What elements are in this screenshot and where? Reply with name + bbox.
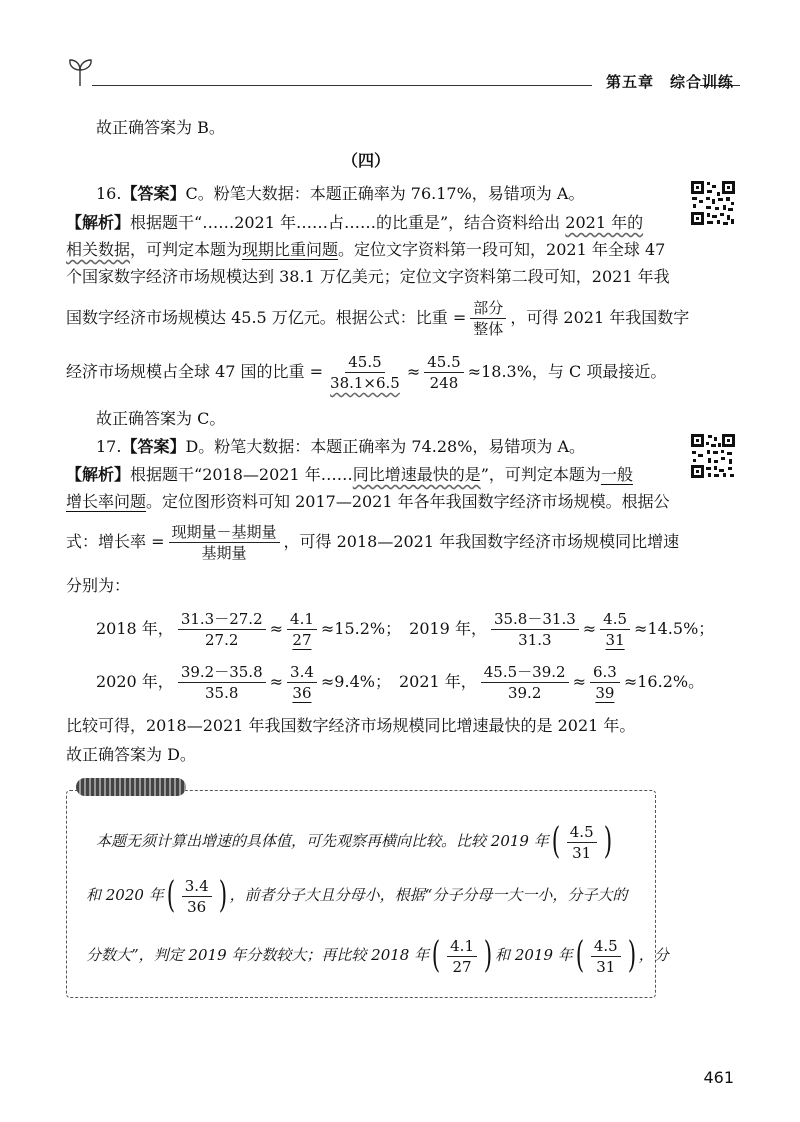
q16-answer-line bbox=[96, 183, 584, 205]
intro-answer: 故正确答案为 B。 bbox=[96, 118, 225, 137]
q17-formula-numerator: 现期量－基期量 bbox=[169, 523, 280, 543]
q16-line4-text1: 国数字经济市场规模达 45.5 万亿元。根据公式：比重 = bbox=[66, 308, 467, 327]
calc-result: ≈16.2%。 bbox=[623, 672, 705, 691]
calc-result: ≈9.4%； bbox=[320, 672, 391, 691]
tip-label-badge bbox=[76, 778, 186, 796]
q17-analysis-line1 bbox=[66, 464, 633, 486]
q16-analysis-line1 bbox=[66, 212, 643, 234]
sprout-icon bbox=[66, 56, 96, 88]
tip-denominator: 27 bbox=[452, 957, 472, 976]
calc-denominator: 35.8 bbox=[205, 684, 239, 702]
q16-line2-emph1: 相关数据 bbox=[66, 240, 131, 259]
calc-numerator: 3.4 bbox=[287, 663, 317, 683]
calc-approx: ≈ bbox=[269, 672, 284, 691]
q17-analysis-line4: 分别为： bbox=[66, 576, 131, 595]
q17-number: 17. bbox=[96, 437, 122, 456]
q17-line1-emph1: 同比增速最快的是 bbox=[352, 465, 481, 484]
calc-fraction bbox=[178, 610, 266, 649]
calc-approx: ≈ bbox=[269, 619, 284, 638]
q17-analysis-tag: 【解析】 bbox=[66, 465, 131, 484]
q17-line2-emph: 增长率问题 bbox=[66, 492, 147, 511]
calc-denominator: 36 bbox=[292, 684, 312, 702]
calc-numerator: 31.3－27.2 bbox=[178, 610, 266, 630]
q17-analysis-line3 bbox=[66, 522, 679, 562]
calc-year: 2021 年， bbox=[398, 672, 477, 691]
paren-close: ) bbox=[603, 821, 612, 862]
calc-year: 2019 年， bbox=[409, 619, 487, 638]
q16-fraction-2 bbox=[424, 353, 463, 392]
paren-open: ( bbox=[166, 875, 175, 916]
paren-close: ) bbox=[627, 935, 636, 976]
q16-fraction-1 bbox=[327, 353, 403, 392]
q16-answer-text: C。粉笔大数据：本题正确率为 76.17%，易错项为 A。 bbox=[185, 184, 585, 203]
calc-denominator: 39.2 bbox=[507, 684, 542, 702]
q16-f2-denominator: 248 bbox=[429, 374, 459, 392]
q16-line1-text: 根据题干“……2021 年……占……的比重是”，结合资料给出 bbox=[130, 213, 566, 232]
tip-numerator: 4.5 bbox=[567, 823, 597, 843]
q16-f2-numerator: 45.5 bbox=[424, 353, 463, 373]
calc-fraction-simplified bbox=[600, 610, 630, 649]
q17-line2-text: 。定位图形资料可知 2017—2021 年各年我国数字经济市场规模。根据公 bbox=[146, 492, 670, 511]
q16-analysis-line2 bbox=[66, 239, 665, 261]
q16-line2-emph2: 现期比重问题 bbox=[242, 240, 339, 259]
q16-analysis-tag: 【解析】 bbox=[66, 213, 131, 232]
calc-numerator: 4.1 bbox=[287, 610, 317, 630]
calc-numerator: 35.8－31.3 bbox=[491, 610, 579, 630]
calc-approx: ≈ bbox=[582, 619, 597, 638]
q17-line1-text1: 根据题干“2018—2021 年…… bbox=[130, 465, 353, 484]
q16-line4-text2: ，可得 2021 年我国数字 bbox=[510, 308, 690, 327]
calc-fraction bbox=[491, 610, 579, 649]
calc-denominator: 27 bbox=[292, 631, 312, 649]
tip-line3-text3: ，分 bbox=[638, 946, 669, 964]
q16-line2-text1: ，可判定本题为 bbox=[130, 240, 243, 259]
tip-paren-fraction bbox=[429, 937, 495, 976]
section-title: （四） bbox=[342, 151, 391, 170]
q17-line1-emph2: 一般 bbox=[600, 465, 633, 484]
q16-f1-numerator: 45.5 bbox=[345, 353, 384, 373]
calc-fraction bbox=[481, 663, 569, 702]
tip-numerator: 4.5 bbox=[591, 937, 621, 957]
calc-numerator: 4.5 bbox=[600, 610, 630, 630]
tip-denominator: 31 bbox=[596, 957, 616, 976]
calc-numerator: 45.5－39.2 bbox=[481, 663, 569, 683]
paren-open: ( bbox=[551, 821, 560, 862]
q16-analysis-line4 bbox=[66, 298, 689, 338]
q16-number: 16. bbox=[96, 184, 122, 203]
q16-f1-denominator: 38.1×6.5 bbox=[330, 374, 400, 392]
tip-denominator: 31 bbox=[572, 843, 592, 862]
paren-open: ( bbox=[431, 935, 441, 976]
page-number: 461 bbox=[703, 1068, 734, 1087]
tip-denominator: 36 bbox=[187, 897, 207, 916]
tip-line3-text1: 分数大”，判定 2019 年分数较大；再比较 2018 年 bbox=[86, 946, 430, 964]
tip-line2-text2: ，前者分子大且分母小，根据“分子分母一大一小，分子大的 bbox=[229, 886, 628, 904]
calc-denominator: 31.3 bbox=[518, 631, 552, 649]
q17-answer-tag: 【答案】 bbox=[121, 437, 186, 456]
q17-line1-text2: ”，可判定本题为 bbox=[480, 465, 601, 484]
q16-ratio-formula bbox=[470, 299, 506, 338]
qr-code-icon-2 bbox=[690, 433, 736, 479]
calc-fraction bbox=[178, 663, 266, 702]
calc-result: ≈14.5%； bbox=[634, 619, 715, 638]
q17-growth-formula bbox=[169, 523, 280, 562]
calc-numerator: 6.3 bbox=[590, 663, 620, 683]
calc-row-2 bbox=[96, 660, 704, 704]
q16-approx: ≈ bbox=[406, 362, 421, 381]
tip-line2-text1: 和 2020 年 bbox=[86, 886, 164, 904]
q17-answer-text: D。粉笔大数据：本题正确率为 74.28%，易错项为 A。 bbox=[185, 437, 586, 456]
q17-compare: 比较可得，2018—2021 年我国数字经济市场规模同比增速最快的是 2021 年。 bbox=[66, 716, 636, 735]
q16-line2-text2: 。定位文字资料第一段可知，2021 年全球 47 bbox=[338, 240, 666, 259]
q16-line5-text1: 经济市场规模占全球 47 国的比重 = bbox=[66, 362, 324, 381]
calc-denominator: 31 bbox=[605, 631, 625, 649]
paren-open: ( bbox=[575, 935, 585, 976]
q17-analysis-line2 bbox=[66, 491, 670, 513]
tip-paren-fraction bbox=[164, 877, 230, 916]
tip-line2 bbox=[86, 872, 627, 918]
calc-approx: ≈ bbox=[572, 672, 586, 691]
q17-line3-text1: 式：增长率 = bbox=[66, 532, 165, 551]
paren-close: ) bbox=[218, 875, 227, 916]
tip-line1 bbox=[96, 818, 615, 864]
calc-denominator: 39 bbox=[595, 684, 615, 702]
tip-line1-text: 本题无须计算出增速的具体值，可先观察再横向比较。比较 2019 年 bbox=[96, 832, 549, 850]
calc-year: 2020 年， bbox=[96, 672, 174, 691]
calc-fraction-simplified bbox=[590, 663, 620, 702]
tip-numerator: 3.4 bbox=[182, 877, 212, 897]
q16-formula-denominator: 整体 bbox=[473, 320, 504, 338]
tip-line3-text2: 和 2019 年 bbox=[495, 946, 573, 964]
q17-formula-denominator: 基期量 bbox=[201, 544, 247, 562]
calc-year: 2018 年， bbox=[96, 619, 174, 638]
calc-row-1 bbox=[96, 607, 714, 651]
tip-paren-fraction bbox=[549, 823, 615, 862]
q16-line5-text2: ≈18.3%，与 C 项最接近。 bbox=[467, 362, 667, 381]
q16-analysis-line3: 个国家数字经济市场规模达到 38.1 万亿美元；定位文字资料第二段可知，2021 年我 bbox=[66, 267, 670, 286]
calc-denominator: 27.2 bbox=[205, 631, 239, 649]
tip-paren-fraction bbox=[573, 937, 639, 976]
q16-conclusion: 故正确答案为 C。 bbox=[96, 409, 226, 428]
q17-line3-text2: ，可得 2018—2021 年我国数字经济市场规模同比增速 bbox=[283, 532, 680, 551]
paren-close: ) bbox=[483, 935, 493, 976]
q16-analysis-line5 bbox=[66, 352, 666, 392]
qr-code-icon bbox=[690, 180, 736, 226]
q16-answer-tag: 【答案】 bbox=[121, 184, 186, 203]
tip-numerator: 4.1 bbox=[447, 937, 477, 957]
q16-line1-emph: 2021 年的 bbox=[565, 213, 644, 232]
chapter-title: 第五章 综合训练 bbox=[606, 73, 735, 91]
q17-conclusion: 故正确答案为 D。 bbox=[66, 745, 196, 764]
calc-fraction-simplified bbox=[287, 663, 317, 702]
calc-fraction-simplified bbox=[287, 610, 317, 649]
tip-line3 bbox=[86, 932, 669, 978]
calc-result: ≈15.2%； bbox=[320, 619, 402, 638]
q16-formula-numerator: 部分 bbox=[470, 299, 506, 319]
q17-answer-line bbox=[96, 436, 585, 458]
calc-numerator: 39.2－35.8 bbox=[178, 663, 266, 683]
header-rule bbox=[92, 85, 592, 86]
